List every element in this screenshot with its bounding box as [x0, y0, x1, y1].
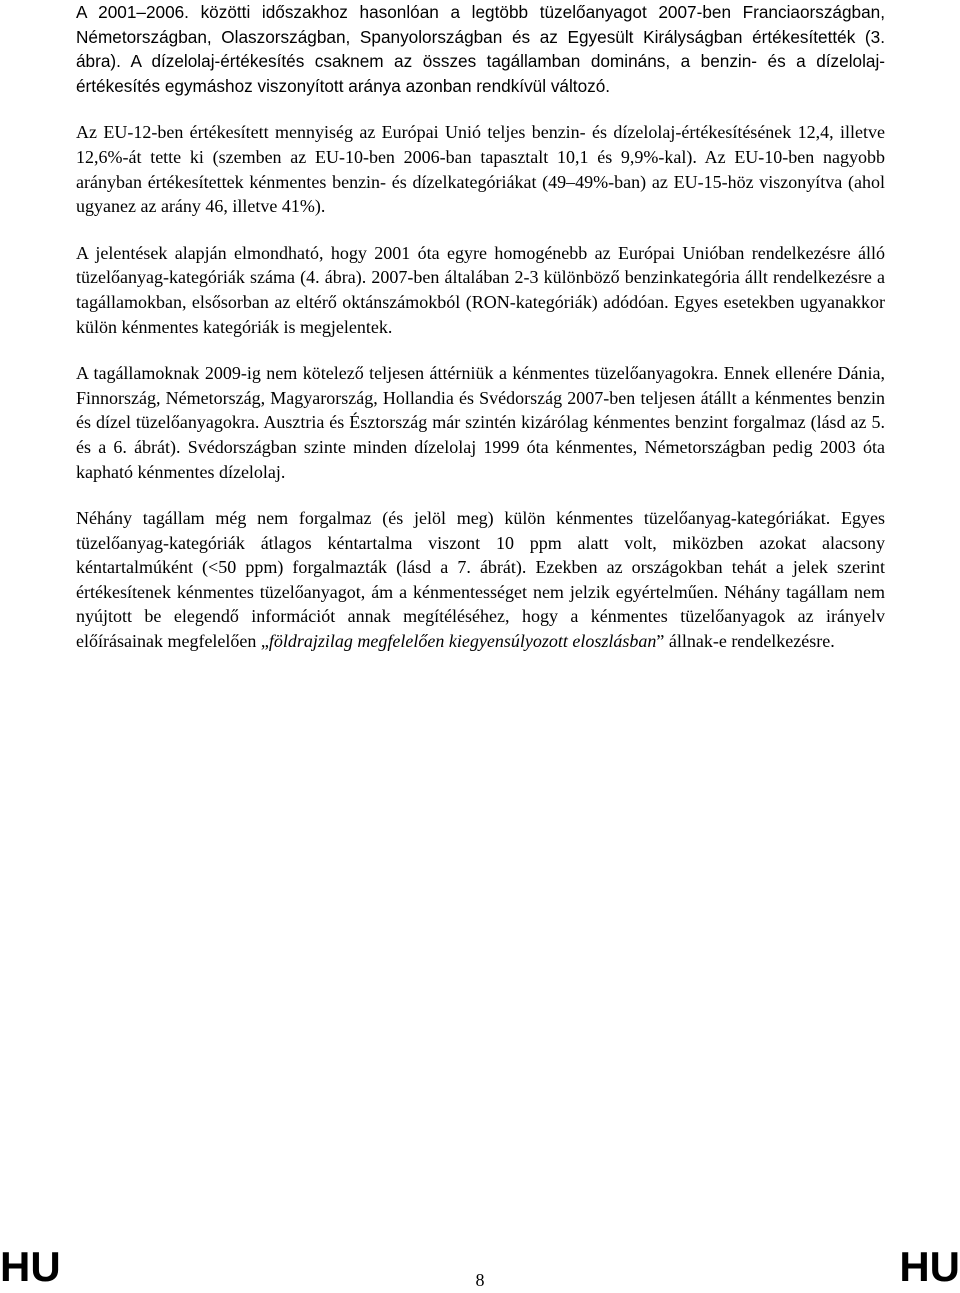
footer-language-label-left: HU — [0, 1243, 61, 1290]
paragraph-3-text: A jelentések alapján elmondható, hogy 2001 óta egyre homogénebb az Európai Unióban rendelkezésre álló tüzelőanyag-kategóriák száma (4. ábra). 2007-ben általában 2-3 különböző benzinkategória állt rendelkezésre a tagállamokban, elsősorban az eltérő oktánszámokból (RON-kategóriák) adódóan. Egyes esetekben ugyanakkor külön kénmentes kategóriák is megjelentek. — [76, 242, 885, 337]
paragraph-3 — [76, 241, 885, 339]
paragraph-1-text: A 2001–2006. közötti időszakhoz hasonlóan a legtöbb tüzelőanyagot 2007-ben Franciaországban, Németországban, Olaszországban, Spanyolországban és az Egyesült Királyságban értékesítették (3. ábra). A dízelolaj-értékesítés csaknem az összes tagállamban domináns, a benzin- és a dízelolaj-értékesítés egymáshoz viszonyított aránya azonban rendkívül változó. — [76, 2, 885, 96]
paragraph-4 — [76, 361, 885, 484]
paragraph-5-italic-phrase: földrajzilag megfelelően kiegyensúlyozott eloszlásban — [268, 631, 657, 652]
paragraph-5-text-b: ” állnak-e rendelkezésre. — [656, 631, 835, 652]
paragraph-2 — [76, 120, 885, 218]
paragraph-5 — [76, 506, 885, 654]
paragraph-1 — [76, 0, 885, 98]
footer-language-label-right: HU — [899, 1243, 960, 1290]
paragraph-4-text: A tagállamoknak 2009-ig nem kötelező teljesen áttérniük a kénmentes tüzelőanyagokra. Ennek ellenére Dánia, Finnország, Németország, Magyarország, Hollandia és Svédország 2007-ben teljesen átállt a kénmentes benzin és dízel tüzelőanyagokra. Ausztria és Észtország már szintén kizárólag kénmentes benzint forgalmaz (lásd az 5. és a 6. ábrát). Svédországban szinte minden dízelolaj 1999 óta kénmentes, Németországban pedig 2003 óta kapható kénmentes dízelolaj. — [76, 363, 885, 482]
document-body — [76, 0, 885, 676]
paragraph-5-text-a: Néhány tagállam még nem forgalmaz (és jelöl meg) külön kénmentes tüzelőanyag-kategóriákat. Egyes tüzelőanyag-kategóriák átlagos kéntartalma viszont 10 ppm alatt volt, miközben azokat alacsony kéntartalmúként (<50 ppm) forgalmazták (lásd a 7. ábrát). Ezekben az országokban tehát a jelek szerint értékesítenek kénmentes tüzelőanyagot, ám a kénmentességet nem jelzik egyértelműen. Néhány tagállam nem nyújtott be elegendő információt annak megítéléséhez, hogy a kénmentes tüzelőanyagok az irányelv előírásainak megfelelően „ — [76, 508, 885, 652]
page-number: 8 — [475, 1270, 485, 1290]
paragraph-2-text: Az EU-12-ben értékesített mennyiség az Európai Unió teljes benzin- és dízelolaj-értékesítésének 12,4, illetve 12,6%-át tette ki (szemben az EU-10-ben 2006-ban tapasztalt 10,1 és 9,9%-kal). Az EU-10-ben nagyobb arányban értékesítettek kénmentes benzin- és dízelkategóriákat (49–49%-ban) az EU-15-höz viszonyítva (ahol ugyanez az arány 46, illetve 41%). — [76, 122, 885, 217]
